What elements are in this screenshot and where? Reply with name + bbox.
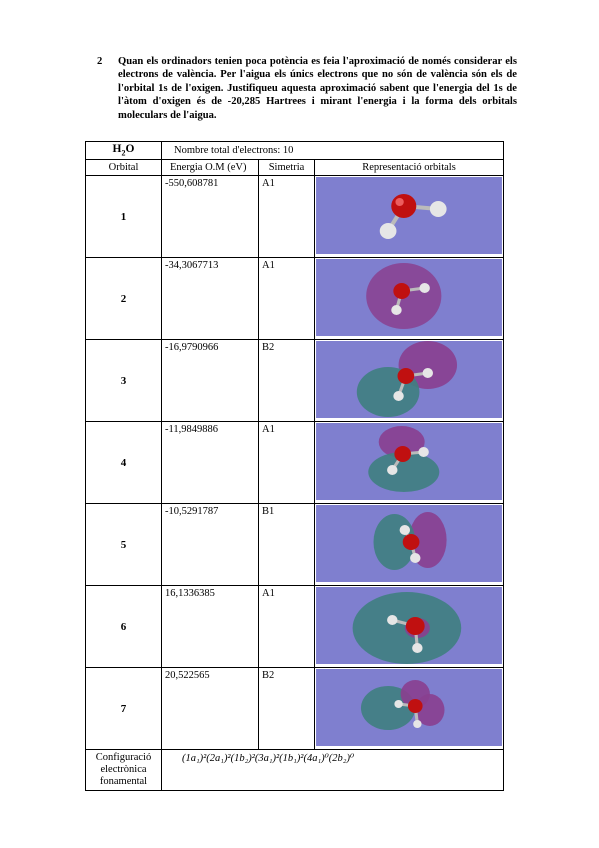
config-row bbox=[86, 750, 504, 791]
orbital-energy: 16,1336385 bbox=[162, 586, 259, 668]
molecule-formula: $H_2O$ bbox=[86, 142, 162, 160]
table-row bbox=[86, 668, 504, 750]
question-text: Quan els ordinadors tenien poca potència es feia l'aproximació de només considerar els electrons de valència. Per l'aigua els únics electrons que no són de valència són els de l'orbital 1s de l'oxigen. Justifiqueu aquesta aproximació sabent que l'energia del 1s de l'àtom d'oxigen és de -20,285 Hartrees i mirant l'energia i la forma dels orbitals moleculars de l'aigua. bbox=[118, 56, 517, 121]
orbital-number: 2 bbox=[86, 258, 162, 340]
question-block bbox=[97, 55, 517, 122]
orbital-symmetry: B2 bbox=[259, 340, 315, 422]
orbital-image-1 bbox=[315, 176, 504, 258]
orbital-number: 6 bbox=[86, 586, 162, 668]
orbital-number: 3 bbox=[86, 340, 162, 422]
question-number: 2 bbox=[97, 56, 103, 67]
table-row bbox=[86, 176, 504, 258]
table-row bbox=[86, 504, 504, 586]
table-row bbox=[86, 340, 504, 422]
orbital-symmetry: B1 bbox=[259, 504, 315, 586]
table-row bbox=[86, 258, 504, 340]
orbital-symmetry: B2 bbox=[259, 668, 315, 750]
table-row bbox=[86, 586, 504, 668]
orbital-number: 4 bbox=[86, 422, 162, 504]
orbital-image-5 bbox=[315, 504, 504, 586]
col-header-symmetry: Simetria bbox=[259, 160, 315, 176]
total-electrons: Nombre total d'electrons: 10 bbox=[162, 142, 504, 160]
table-row bbox=[86, 422, 504, 504]
orbital-energy: 20,522565 bbox=[162, 668, 259, 750]
col-header-orbital: Orbital bbox=[86, 160, 162, 176]
config-value: (1a₁)²(2a₁)²(1b₂)²(3a₁)²(1b₁)²(4a₁)⁰(2b₂)⁰ bbox=[162, 750, 504, 791]
orbital-image-3 bbox=[315, 340, 504, 422]
orbital-energy: -34,3067713 bbox=[162, 258, 259, 340]
orbital-table bbox=[85, 141, 504, 791]
orbital-image-2 bbox=[315, 258, 504, 340]
table-title-row bbox=[86, 142, 504, 160]
orbital-number: 1 bbox=[86, 176, 162, 258]
orbital-symmetry: A1 bbox=[259, 176, 315, 258]
orbital-number: 5 bbox=[86, 504, 162, 586]
orbital-energy: -11,9849886 bbox=[162, 422, 259, 504]
orbital-energy: -10,5291787 bbox=[162, 504, 259, 586]
orbital-number: 7 bbox=[86, 668, 162, 750]
col-header-representation: Representació orbitals bbox=[315, 160, 504, 176]
orbital-image-4 bbox=[315, 422, 504, 504]
orbital-energy: -16,9790966 bbox=[162, 340, 259, 422]
orbital-symmetry: A1 bbox=[259, 258, 315, 340]
orbital-image-7 bbox=[315, 668, 504, 750]
orbital-energy: -550,608781 bbox=[162, 176, 259, 258]
orbital-symmetry: A1 bbox=[259, 422, 315, 504]
column-header-row bbox=[86, 160, 504, 176]
orbital-image-6 bbox=[315, 586, 504, 668]
orbital-symmetry: A1 bbox=[259, 586, 315, 668]
col-header-energy: Energia O.M (eV) bbox=[162, 160, 259, 176]
config-label: Configuració electrònica fonamental bbox=[86, 750, 162, 791]
